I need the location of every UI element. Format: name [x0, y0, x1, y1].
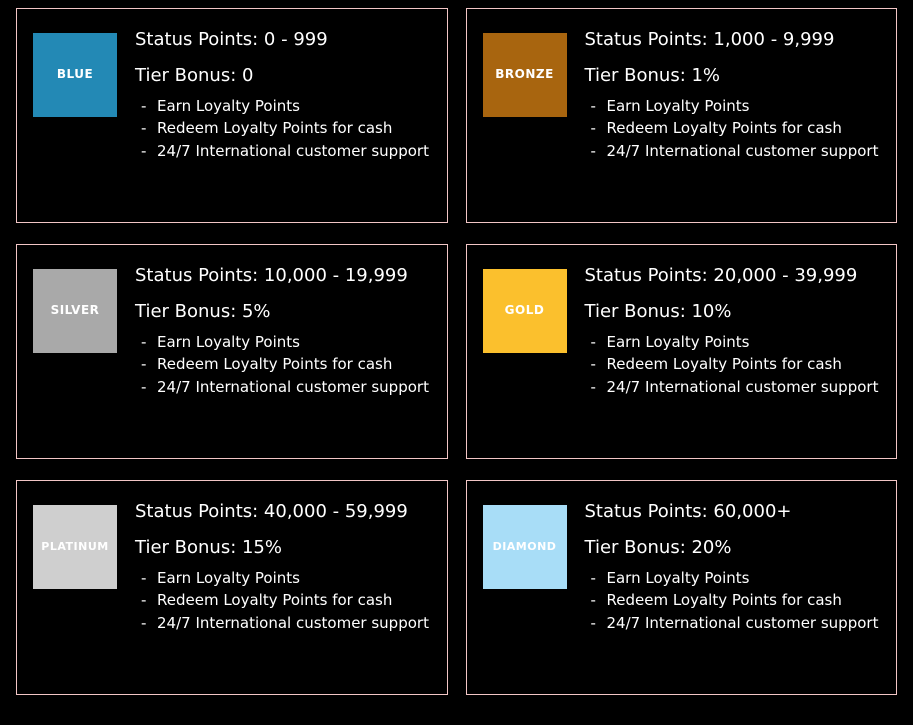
tier-badge-label: BLUE [56, 67, 94, 82]
status-points-text: Status Points: 0 - 999 [135, 29, 328, 50]
status-points-text: Status Points: 1,000 - 9,999 [584, 29, 835, 50]
list-item: - Redeem Loyalty Points for cash [139, 118, 433, 139]
tier-badge-blue [33, 33, 117, 117]
tier-badge-diamond [483, 505, 567, 589]
status-points-text: Status Points: 60,000+ [584, 501, 792, 522]
tier-badge-label: DIAMOND [492, 539, 557, 553]
tier-bonus-text: Tier Bonus: 20% [584, 536, 732, 558]
tier-badge-bronze [483, 33, 567, 117]
list-item: - Redeem Loyalty Points for cash [589, 354, 883, 375]
tier-card-diamond [466, 480, 898, 695]
tier-bonus-text: Tier Bonus: 5% [135, 300, 271, 322]
tier-card-platinum [16, 480, 448, 695]
tier-badge-gold [483, 269, 567, 353]
tier-card-blue [16, 8, 448, 223]
list-item: - 24/7 International customer support [589, 377, 883, 398]
tier-bonus-text: Tier Bonus: 1% [584, 64, 721, 86]
list-item: - Earn Loyalty Points [139, 96, 433, 117]
list-item: - 24/7 International customer support [139, 377, 433, 398]
tier-badge-label: GOLD [504, 303, 545, 318]
status-points-text: Status Points: 40,000 - 59,999 [135, 501, 408, 522]
list-item: - 24/7 International customer support [139, 613, 433, 634]
tier-details [585, 27, 883, 163]
tier-card-silver [16, 244, 448, 459]
tier-details [585, 499, 883, 635]
benefits-list [585, 332, 883, 398]
list-item: - Earn Loyalty Points [139, 568, 433, 589]
status-points-text: Status Points: 10,000 - 19,999 [135, 265, 408, 286]
tier-bonus-text: Tier Bonus: 10% [584, 300, 732, 322]
list-item: - Earn Loyalty Points [589, 568, 883, 589]
benefits-list [585, 96, 883, 162]
list-item: - 24/7 International customer support [589, 613, 883, 634]
list-item: - Redeem Loyalty Points for cash [589, 118, 883, 139]
tier-details [135, 263, 433, 399]
tier-card-gold [466, 244, 898, 459]
list-item: - 24/7 International customer support [589, 141, 883, 162]
tier-badge-label: SILVER [50, 303, 100, 318]
tier-badge-silver [33, 269, 117, 353]
benefits-list [135, 96, 433, 162]
list-item: - Earn Loyalty Points [589, 96, 883, 117]
list-item: - Redeem Loyalty Points for cash [589, 590, 883, 611]
tier-badge-label: PLATINUM [41, 539, 109, 553]
list-item: - Redeem Loyalty Points for cash [139, 354, 433, 375]
tier-details [135, 27, 433, 163]
tier-details [585, 263, 883, 399]
list-item: - Earn Loyalty Points [589, 332, 883, 353]
tier-badge-platinum [33, 505, 117, 589]
list-item: - 24/7 International customer support [139, 141, 433, 162]
tier-bonus-text: Tier Bonus: 15% [135, 536, 282, 558]
tier-badge-label: BRONZE [495, 67, 554, 82]
list-item: - Redeem Loyalty Points for cash [139, 590, 433, 611]
tier-details [135, 499, 433, 635]
benefits-list [135, 568, 433, 634]
benefits-list [585, 568, 883, 634]
tier-card-bronze [466, 8, 898, 223]
benefits-list [135, 332, 433, 398]
list-item: - Earn Loyalty Points [139, 332, 433, 353]
status-points-text: Status Points: 20,000 - 39,999 [584, 265, 858, 286]
tier-bonus-text: Tier Bonus: 0 [135, 64, 254, 86]
